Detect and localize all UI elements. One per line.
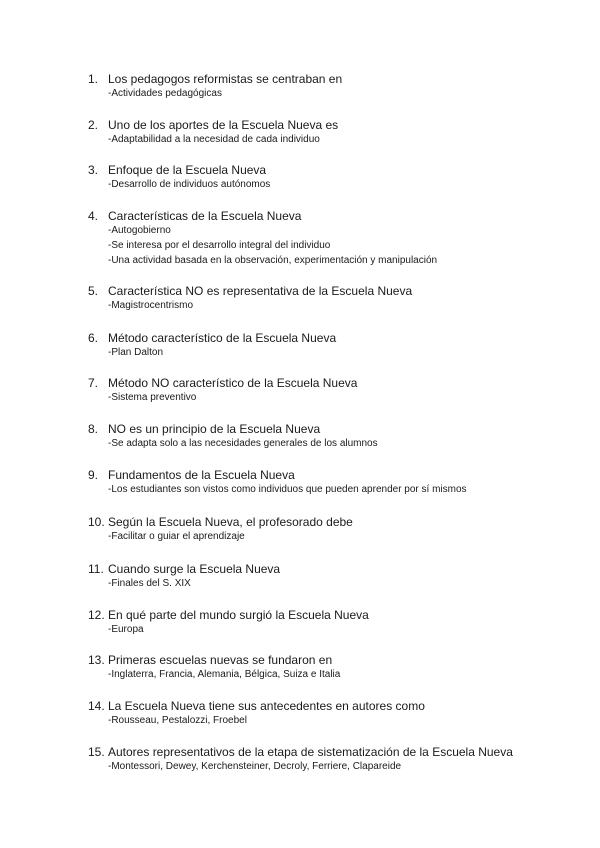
answer-line: -Los estudiantes son vistos como individuos que pueden aprender por sí mismos [108,484,467,495]
question-text: Cuando surge la Escuela Nueva [108,562,281,576]
question-text: Enfoque de la Escuela Nueva [108,163,267,177]
question-number: 6. [88,331,99,345]
question-number: 15. [88,745,105,759]
question-item [88,422,588,451]
answer-line: -Montessori, Dewey, Kerchensteiner, Decroly, Ferriere, Clapareide [108,761,402,772]
question-text: Según la Escuela Nueva, el profesorado debe [108,515,353,529]
question-number: 5. [88,284,99,298]
answer-line: -Facilitar o guiar el aprendizaje [108,531,245,542]
question-item [88,515,588,544]
answer-line: -Europa [108,624,144,635]
answer-line: -Magistrocentrismo [108,300,194,311]
question-number: 3. [88,163,99,177]
question-text: Los pedagogos reformistas se centraban en [108,72,343,86]
question-number: 11. [88,562,104,576]
question-item [88,653,588,682]
answer-line: -Una actividad basada en la observación, experimentación y manipulación [108,255,438,266]
question-text: Características de la Escuela Nueva [108,209,302,223]
question-number: 7. [88,376,99,390]
question-text: Primeras escuelas nuevas se fundaron en [108,653,333,667]
question-item [88,562,588,591]
question-text: La Escuela Nueva tiene sus antecedentes en autores como [108,699,425,713]
question-item [88,699,588,728]
answer-line: -Rousseau, Pestalozzi, Froebel [108,715,247,726]
answer-line: -Sistema preventivo [108,392,197,403]
question-text: Autores representativos de la etapa de sistematización de la Escuela Nueva [108,745,513,759]
question-item [88,331,588,360]
question-item [88,468,588,497]
question-item [88,72,588,101]
question-number: 2. [88,118,99,132]
question-text: Método característico de la Escuela Nueva [108,331,337,345]
question-number: 10. [88,515,105,529]
answer-line: -Adaptabilidad a la necesidad de cada individuo [108,134,320,145]
answer-line: -Inglaterra, Francia, Alemania, Bélgica, Suiza e Italia [108,669,341,680]
question-number: 13. [88,653,105,667]
question-number: 9. [88,468,99,482]
question-number: 14. [88,699,105,713]
question-text: Característica NO es representativa de la Escuela Nueva [108,284,413,298]
answer-line: -Se interesa por el desarrollo integral del individuo [108,240,331,251]
question-text: NO es un principio de la Escuela Nueva [108,422,321,436]
question-item [88,745,588,774]
question-number: 1. [88,72,99,86]
question-number: 8. [88,422,99,436]
question-item [88,209,588,268]
question-item [88,163,588,192]
question-item [88,608,588,637]
question-number: 4. [88,209,99,223]
question-text: Fundamentos de la Escuela Nueva [108,468,295,482]
question-item [88,118,588,147]
question-item [88,284,588,313]
question-text: Uno de los aportes de la Escuela Nueva es [108,118,339,132]
answer-line: -Finales del S. XIX [108,578,191,589]
answer-line: -Se adapta solo a las necesidades generales de los alumnos [108,438,378,449]
question-number: 12. [88,608,105,622]
question-text: En qué parte del mundo surgió la Escuela Nueva [108,608,369,622]
answer-line: -Plan Dalton [108,347,164,358]
answer-line: -Actividades pedagógicas [108,88,222,99]
question-text: Método NO característico de la Escuela Nueva [108,376,358,390]
answer-line: -Desarrollo de individuos autónomos [108,179,271,190]
question-item [88,376,588,405]
answer-line: -Autogobierno [108,225,171,236]
